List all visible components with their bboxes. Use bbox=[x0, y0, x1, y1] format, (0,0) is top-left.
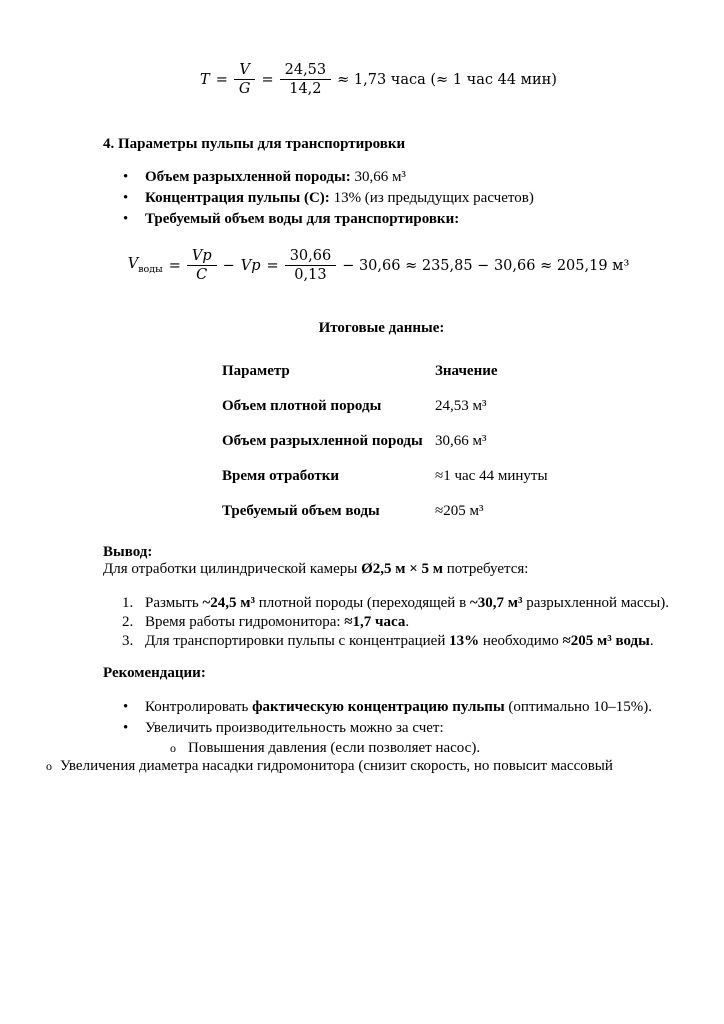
fraction-denominator: 14,2 bbox=[289, 81, 322, 97]
table-row-value: 24,53 м³ bbox=[435, 398, 487, 414]
variable-letter: V bbox=[127, 256, 139, 273]
bullet-icon: • bbox=[123, 211, 129, 227]
item-text: Размыть ~24,5 м³ плотной породы (переходящей в ~30,7 м³ разрыхленной массы). bbox=[145, 595, 670, 611]
fraction-numerator: 24,53 bbox=[280, 62, 332, 80]
table-header-value: Значение bbox=[435, 363, 498, 379]
fraction-numerator: 30,66 bbox=[285, 248, 337, 266]
recommendations-bullet-list bbox=[123, 697, 652, 739]
equals-sign: = bbox=[168, 257, 181, 274]
variable-subscript: воды bbox=[138, 263, 163, 275]
conclusion-intro: Для отработки цилиндрической камеры Ø2,5 м × 5 м потребуется: bbox=[103, 561, 529, 577]
list-item-text bbox=[145, 188, 534, 209]
equals-sign: = bbox=[266, 257, 279, 274]
numbered-item bbox=[122, 594, 669, 613]
item-label: Требуемый объем воды для транспортировки: bbox=[145, 211, 460, 227]
table-row-param: Время отработки bbox=[222, 468, 340, 484]
overflow-bullet-item bbox=[46, 756, 613, 776]
item-value: 13% (из предыдущих расчетов) bbox=[329, 190, 534, 206]
table-row-param: Требуемый объем воды bbox=[222, 503, 380, 519]
parameters-bullet-list bbox=[123, 167, 534, 230]
equals-sign: = bbox=[261, 71, 274, 88]
list-item-text bbox=[145, 209, 459, 230]
list-item bbox=[123, 167, 534, 188]
recommendations-heading: Рекомендации: bbox=[103, 665, 206, 681]
conclusion-numbered-list bbox=[122, 594, 669, 651]
fraction-numerator: Vp bbox=[187, 248, 217, 266]
item-label: Концентрация пульпы (С): bbox=[145, 190, 330, 206]
formula-result: − 30,66 ≈ 235,85 − 30,66 ≈ 205,19 м³ bbox=[342, 257, 630, 274]
numbered-item bbox=[122, 613, 669, 632]
numbered-item bbox=[122, 632, 669, 651]
circle-bullet-icon: o bbox=[46, 759, 52, 773]
sub-bullet-item bbox=[170, 738, 480, 758]
fraction-numerator: V bbox=[234, 62, 254, 80]
list-item-text bbox=[145, 167, 406, 188]
formula-water-volume bbox=[103, 248, 660, 283]
fraction-denominator: G bbox=[238, 81, 251, 97]
table-row-param: Объем плотной породы bbox=[222, 398, 382, 414]
item-text: Повышения давления (если позволяет насос). bbox=[188, 740, 481, 756]
item-label: Объем разрыхленной породы: bbox=[145, 169, 351, 185]
summary-title: Итоговые данные: bbox=[318, 320, 445, 336]
bullet-icon: • bbox=[123, 720, 129, 736]
table-row-value: 30,66 м³ bbox=[435, 433, 487, 449]
item-number: 3. bbox=[122, 633, 134, 649]
item-number: 1. bbox=[122, 595, 134, 611]
table-row-value: ≈205 м³ bbox=[435, 503, 484, 519]
item-value: 30,66 м³ bbox=[350, 169, 406, 185]
item-text: Время работы гидромонитора: ≈1,7 часа. bbox=[145, 614, 410, 630]
list-item bbox=[123, 697, 652, 718]
formula-variable: T bbox=[200, 71, 210, 88]
fraction bbox=[187, 248, 217, 283]
summary-table bbox=[222, 361, 548, 522]
formula-variable bbox=[128, 256, 163, 275]
formula-time bbox=[103, 62, 660, 97]
item-text: Контролировать фактическую концентрацию пульпы (оптимально 10–15%). bbox=[145, 699, 653, 715]
formula-variable: Vp bbox=[240, 257, 261, 274]
formula-result: ≈ 1,73 часа (≈ 1 час 44 мин) bbox=[337, 71, 557, 88]
fraction-denominator: C bbox=[196, 267, 208, 283]
item-text: Для транспортировки пульпы с концентрацией 13% необходимо ≈205 м³ воды. bbox=[145, 633, 654, 649]
table-row-param: Объем разрыхленной породы bbox=[222, 433, 423, 449]
fraction bbox=[280, 62, 332, 97]
conclusion-heading: Вывод: bbox=[103, 544, 153, 560]
fraction bbox=[285, 248, 337, 283]
table-row-value: ≈1 час 44 минуты bbox=[435, 468, 548, 484]
equals-sign: = bbox=[215, 71, 228, 88]
list-item bbox=[123, 188, 534, 209]
bullet-icon: • bbox=[123, 699, 129, 715]
circle-bullet-icon: o bbox=[170, 741, 176, 755]
minus-sign: − bbox=[222, 257, 235, 274]
list-item bbox=[123, 718, 652, 739]
bullet-icon: • bbox=[123, 190, 129, 206]
fraction-denominator: 0,13 bbox=[294, 267, 327, 283]
item-text: Увеличить производительность можно за счет: bbox=[145, 720, 444, 736]
list-item bbox=[123, 209, 534, 230]
item-number: 2. bbox=[122, 614, 134, 630]
item-text: Увеличения диаметра насадки гидромонитора (снизит скорость, но повысит массовый bbox=[60, 758, 613, 774]
fraction bbox=[234, 62, 256, 97]
section-heading: 4. Параметры пульпы для транспортировки bbox=[103, 136, 406, 152]
table-header-param: Параметр bbox=[222, 363, 290, 379]
bullet-icon: • bbox=[123, 169, 129, 185]
